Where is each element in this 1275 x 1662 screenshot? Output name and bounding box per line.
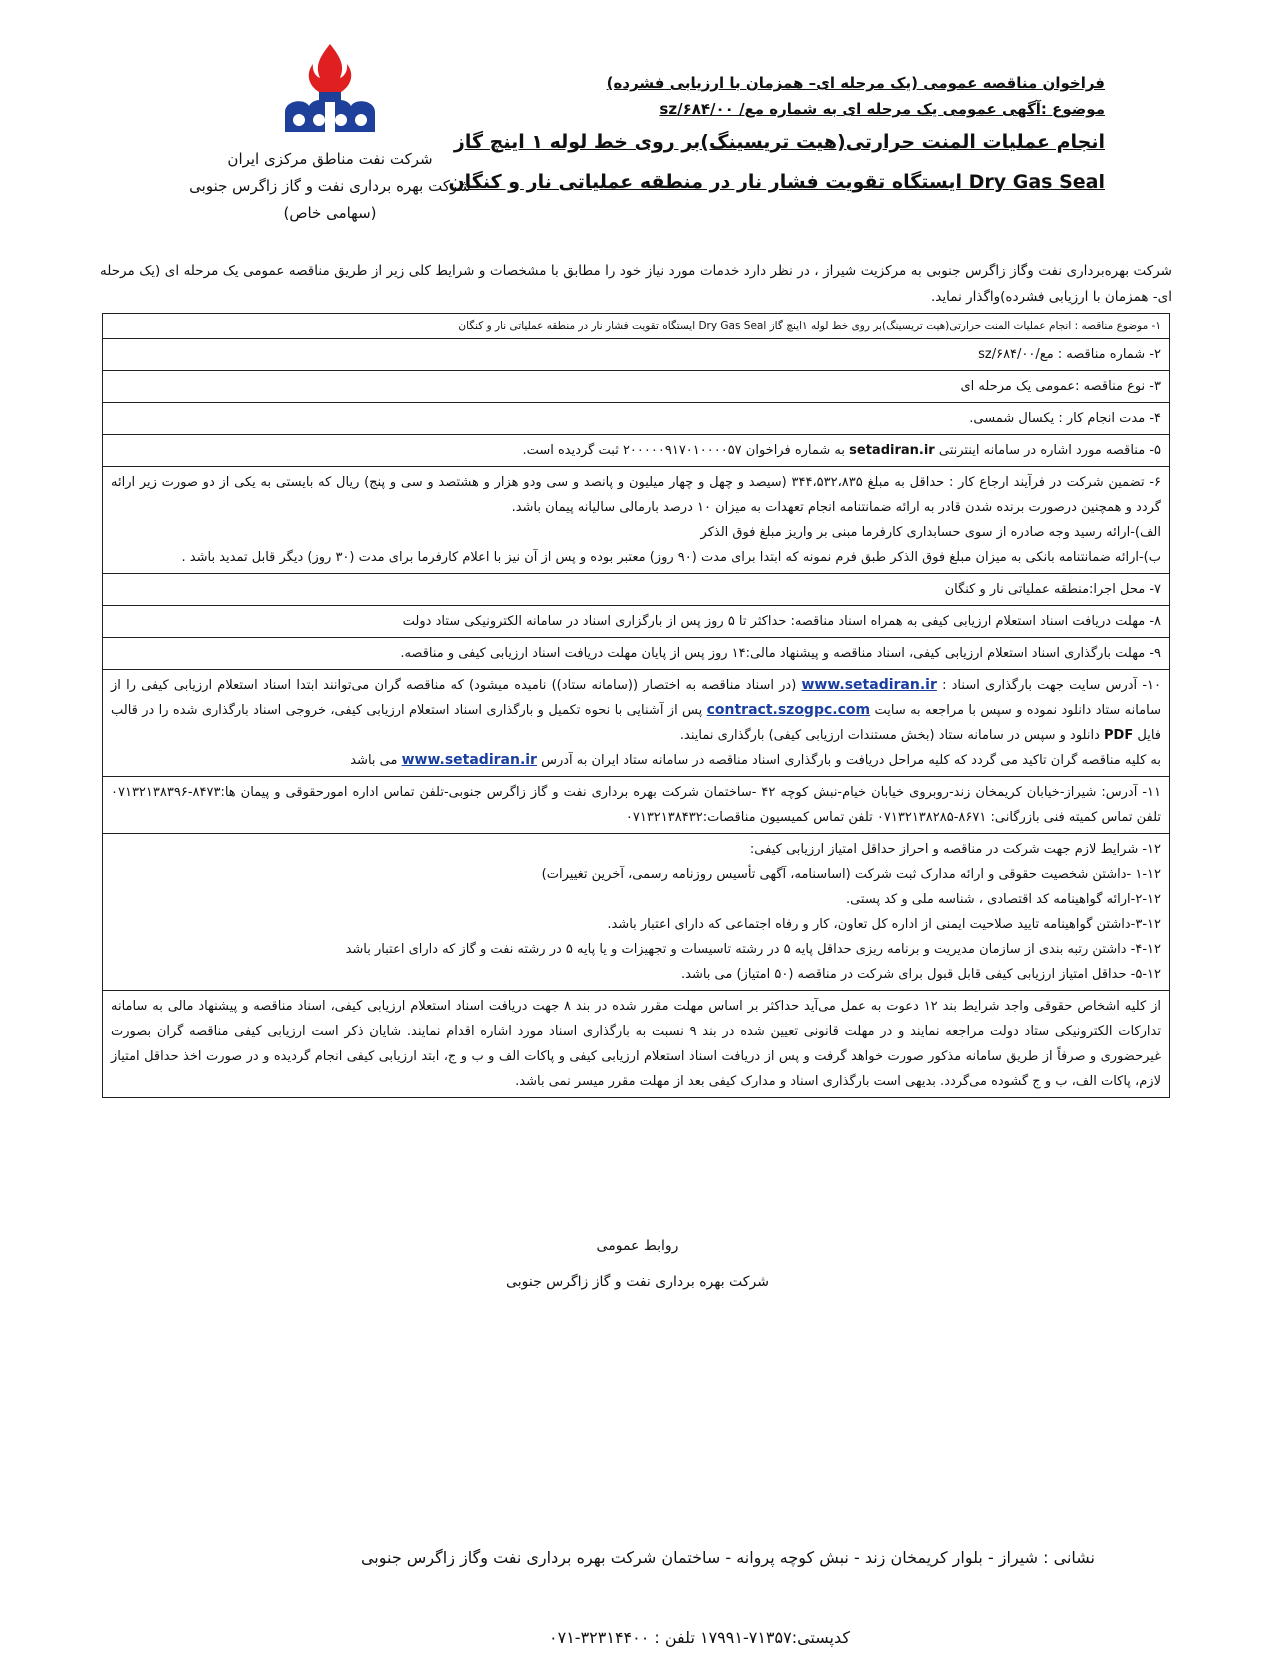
table-row [103, 670, 1170, 777]
item-10-paragraph-2 [111, 748, 1161, 773]
company-line-2: شرکت بهره برداری نفت و گاز زاگرس جنوبی [189, 177, 471, 195]
item-10-paragraph-1 [111, 673, 1161, 748]
table-row [103, 435, 1170, 467]
item-6-option-b: ب)-ارائه ضمانتنامه بانکی به میزان مبلغ فوق الذکر طبق فرم نمونه که ابتدا برای مدت (۹۰ روز) معتبر بوده و پس از آن نیز با اعلام کارفرما برای مدت (۳۰ روز) دیگر قابل تمدید باشد . [181, 550, 1161, 565]
item-3-type: ۳- نوع مناقصه :عمومی یک مرحله ای [103, 371, 1170, 403]
tender-items-table [102, 313, 1170, 1098]
item-12-conditions [103, 834, 1170, 991]
item-6-option-a: الف)-ارائه رسید وجه صادره از سوی حسابداری کارفرما مبنی بر واریز مبلغ فوق الذکر [700, 525, 1161, 540]
table-row [103, 371, 1170, 403]
project-title-line-2: Dry Gas Seal ایستگاه تقویت فشار نار در منطقه عملیاتی نار و کنگان [448, 171, 1105, 193]
footer-address: نشانی : شیراز - بلوار کریمخان زند - نبش کوچه پروانه - ساختمان شرکت بهره برداری نفت وگاز زاگرس جنوبی [360, 1548, 1095, 1567]
setadiran-site-text: setadiran.ir [849, 443, 935, 458]
contract-szogpc-link[interactable]: contract.szogpc.com [706, 702, 871, 718]
item-2-number: ۲- شماره مناقصه : مع/۶۸۴/۰۰/sz [103, 339, 1170, 371]
item-10-text-e: به کلیه مناقصه گران تاکید می گردد که کلیه مراحل دریافت و بارگذاری اسناد مناقصه در سامانه ستاد ایران به آدرس [541, 753, 1161, 768]
company-line-1: شرکت نفت مناطق مرکزی ایران [227, 150, 433, 168]
table-row [103, 638, 1170, 670]
project-title-line-1: انجام عملیات المنت حرارتی(هیت تریسینگ)بر روی خط لوله ۱ اینچ گاز [453, 131, 1105, 153]
table-row [103, 777, 1170, 834]
tender-header [448, 70, 1105, 202]
item-4-duration: ۴- مدت انجام کار : یکسال شمسی. [103, 403, 1170, 435]
company-line-3: (سهامی خاص) [283, 204, 377, 222]
item-8-receipt-deadline: ۸- مهلت دریافت اسناد استعلام ارزیابی کیفی به همراه اسناد مناقصه: حداکثر تا ۵ روز پس از بارگزاری اسناد در سامانه الکترونیکی ستاد دولت [103, 606, 1170, 638]
intro-paragraph: شرکت بهره‌برداری نفت وگاز زاگرس جنوبی به مرکزیت شیراز ، در نظر دارد خدمات مورد نیاز خود را مطابق با مشخصات و شرایط کلی زیر از طریق مناقصه عمومی یک مرحله ای (یک مرحله ای- همزمان با ارزیابی فشرده)واگذار نماید. [100, 263, 1172, 305]
item-1-subject: ۱- موضوع مناقصه : انجام عملیات المنت حرارتی(هیت تریسینگ)بر روی خط لوله ۱اینچ گاز Dry Gas Seal ایستگاه تقویت فشار نار در منطقه عملیاتی نار و کنگان [103, 314, 1170, 339]
item-9-upload-deadline: ۹- مهلت بارگذاری اسناد استعلام ارزیابی کیفی، اسناد مناقصه و پیشنهاد مالی:۱۴ روز پس از پایان مهلت دریافت اسناد ارزیابی کیفی و مناقصه. [103, 638, 1170, 670]
table-row [103, 339, 1170, 371]
table-row [103, 606, 1170, 638]
table-row [103, 991, 1170, 1098]
item-10-text-f: می باشد [350, 753, 398, 768]
company-header [180, 40, 480, 227]
item-7-location: ۷- محل اجرا:منطقه عملیاتی نار و کنگان [103, 574, 1170, 606]
item-11-address: ۱۱- آدرس: شیراز-خیابان کریمخان زند-روبروی خیابان خیام-نبش کوچه ۴۲ -ساختمان شرکت بهره برداری نفت و گاز زاگرس جنوبی-تلفن تماس اداره امورحقوقی و پیمان ها:۸۴۷۳-۰۷۱۳۲۱۳۸۳۹۶ تلفن تماس کمیته فنی بازرگانی: ۸۶۷۱-۰۷۱۳۲۱۳۸۲۸۵ تلفن تماس کمیسیون مناقصات:۰۷۱۳۲۱۳۸۴۳۲ [103, 777, 1170, 834]
table-row [103, 574, 1170, 606]
item-6-main: ۶- تضمین شرکت در فرآیند ارجاع کار : حداقل به مبلغ ۳۴۴،۵۳۲،۸۳۵ (سیصد و چهل و چهار میلیون و پانصد و سی ودو هزار و هشتصد و سی و پنج) ریال که بایستی به یکی از دو صورت زیر ارائه گردد و همچنین درصورت برنده شدن قادر به ارائه ضمانتنامه انجام تعهدات به میزان ۱۰ درصد بارمالی سالیانه پیمان باشد. [111, 475, 1161, 515]
item-12-2: ۲-۱۲-ارائه گواهینامه کد اقتصادی ، شناسه ملی و کد پستی. [845, 892, 1161, 907]
item-12-1: ۱-۱۲ -داشتن شخصیت حقوقی و ارائه مدارک ثبت شرکت (اساسنامه، آگهی تأسیس روزنامه رسمی، آخرین تغییرات) [541, 867, 1161, 882]
item-12-3: ۳-۱۲-داشتن گواهینامه تایید صلاحیت ایمنی از اداره کل تعاون، کار و رفاه اجتماعی که دارای اعتبار باشد. [607, 917, 1161, 932]
setadiran-link-2[interactable]: www.setadiran.ir [401, 752, 537, 768]
item-6-guarantee [103, 467, 1170, 574]
item-12-4: ۴-۱۲- داشتن رتبه بندی از سازمان مدیریت و برنامه ریزی حداقل پایه ۵ در رشته تاسیسات و تجهیزات و یا پایه ۵ در رشته نفت و گاز که دارای اعتبار باشد [345, 942, 1161, 957]
setadiran-link[interactable]: www.setadiran.ir [801, 677, 937, 693]
table-row [103, 834, 1170, 991]
signature-public-relations: روابط عمومی [596, 1238, 679, 1254]
item-5-registration [103, 435, 1170, 467]
signature-company: شرکت بهره برداری نفت و گاز زاگرس جنوبی [506, 1274, 769, 1290]
signature-block [0, 1228, 1275, 1300]
nioc-flame-logo-icon [275, 40, 385, 140]
table-row [103, 314, 1170, 339]
table-row [103, 467, 1170, 574]
footer-contact: کدپستی:۷۱۳۵۷-۱۷۹۹۱ تلفن : ۳۲۳۱۴۴۰۰-۰۷۱ [549, 1628, 850, 1647]
table-row [103, 403, 1170, 435]
item-10-text-d: دانلود و سپس در سامانه ستاد (بخش مستندات ارزیابی کیفی) بارگذاری نمایند. [679, 728, 1100, 743]
item-5-text-a: ۵- مناقصه مورد اشاره در سامانه اینترنتی [938, 443, 1161, 458]
final-invitation: از کلیه اشخاص حقوقی واجد شرایط بند ۱۲ دعوت به عمل می‌آید حداکثر بر اساس مهلت مقرر شده در بند ۸ جهت دریافت اسناد استعلام ارزیابی کیفی، اسناد مناقصه و پیشنهاد مالی به سامانه تدارکات الکترونیکی ستاد دولت مراجعه نمایند و در مهلت قانونی تعیین شده در بند ۹ نسبت به بارگذاری اسناد مورد اشاره اقدام نمایند. شایان ذکر است ارزیابی کیفی مناقصه گران بصورت غیرحضوری و صرفاً از طریق سامانه مذکور صورت خواهد گرفت و پس از دریافت اسناد استعلام ارزیابی کیفی و پاکات الف و ب و ج، ابتد ارزیابی کیفی انجام گردیده و در صورت اخذ حداقل امتیاز لازم، پاکات الف، ب و ج گشوده می‌گردد. بدیهی است بارگذاری اسناد و مدارک کیفی بعد از مهلت مقرر میسر نمی باشد. [103, 991, 1170, 1098]
item-10-text-a: ۱۰- آدرس سایت جهت بارگذاری اسناد : [942, 678, 1161, 693]
item-5-text-b: به شماره فراخوان ۲۰۰۰۰۰۹۱۷۰۱۰۰۰۰۵۷ ثبت گردیده است. [522, 443, 846, 458]
call-title: فراخوان مناقصه عمومی (یک مرحله ای– همزمان با ارزیابی فشرده) [606, 74, 1105, 92]
item-10-text-b: (در اسناد مناقصه به اختصار ((سامانه ستاد)) نامیده میشود) که مناقصه گران می‌توانند ابتدا اسناد استعلام ارزیابی کیفی را از سامانه ستاد دانلود نموده و سپس با مراجعه به سایت [111, 678, 1161, 718]
item-10-text-c: پس از آشنایی با نحوه تکمیل و بارگذاری اسناد استعلام ارزیابی کیفی، خروجی اسناد بارگذاری شده را در قالب فایل [111, 703, 1161, 743]
item-12-5: ۵-۱۲- حداقل امتیاز ارزیابی کیفی قابل قبول برای شرکت در مناقصه (۵۰ امتیاز) می باشد. [680, 967, 1161, 982]
item-10-upload-site [103, 670, 1170, 777]
pdf-label: PDF [1104, 728, 1134, 743]
subject-line: موضوع :آگهی عمومی یک مرحله ای به شماره مع/ ۶۸۴/۰۰/sz [659, 100, 1105, 118]
item-12-heading: ۱۲- شرایط لازم جهت شرکت در مناقصه و احراز حداقل امتیاز ارزیابی کیفی: [749, 842, 1161, 857]
